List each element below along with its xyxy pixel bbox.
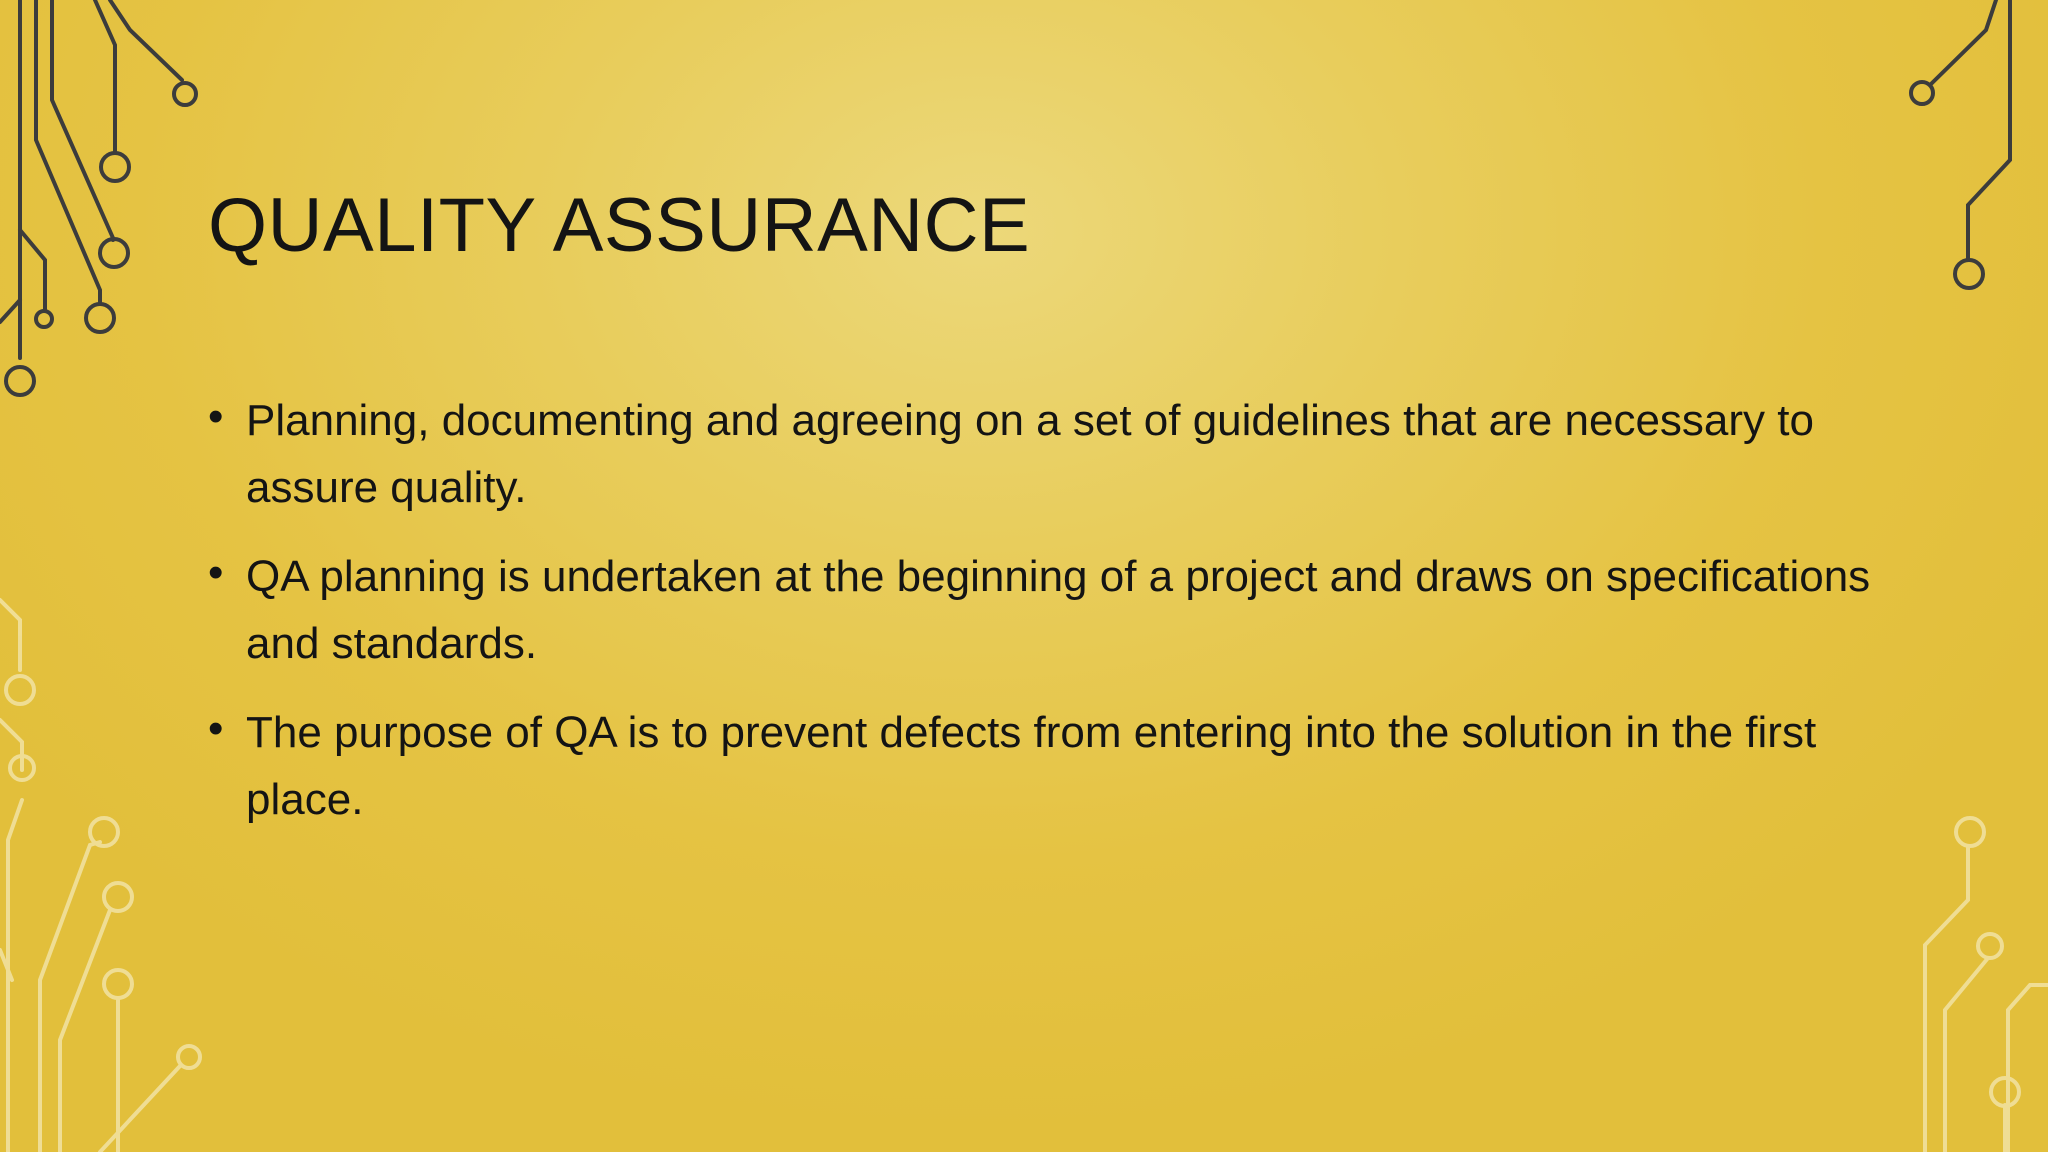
circuit-bottom-left	[0, 600, 200, 1152]
bullet-item	[208, 699, 1908, 833]
bullet-item	[208, 387, 1908, 521]
bullet-text: QA planning is undertaken at the beginning of a project and draws on specifications and standards.	[246, 552, 1871, 668]
bullet-text: The purpose of QA is to prevent defects from entering into the solution in the first place.	[246, 708, 1817, 824]
bullet-marker: •	[208, 548, 224, 597]
bullet-text: Planning, documenting and agreeing on a set of guidelines that are necessary to assure quality.	[246, 396, 1814, 512]
circuit-top-right	[1911, 0, 2010, 288]
bullet-marker: •	[208, 704, 224, 753]
circuit-bottom-right	[1925, 818, 2048, 1152]
bullet-marker: •	[208, 392, 224, 441]
bullet-list	[208, 387, 1908, 855]
slide-title: QUALITY ASSURANCE	[208, 183, 1031, 268]
bullet-item	[208, 543, 1908, 677]
circuit-top-left	[0, 0, 196, 395]
